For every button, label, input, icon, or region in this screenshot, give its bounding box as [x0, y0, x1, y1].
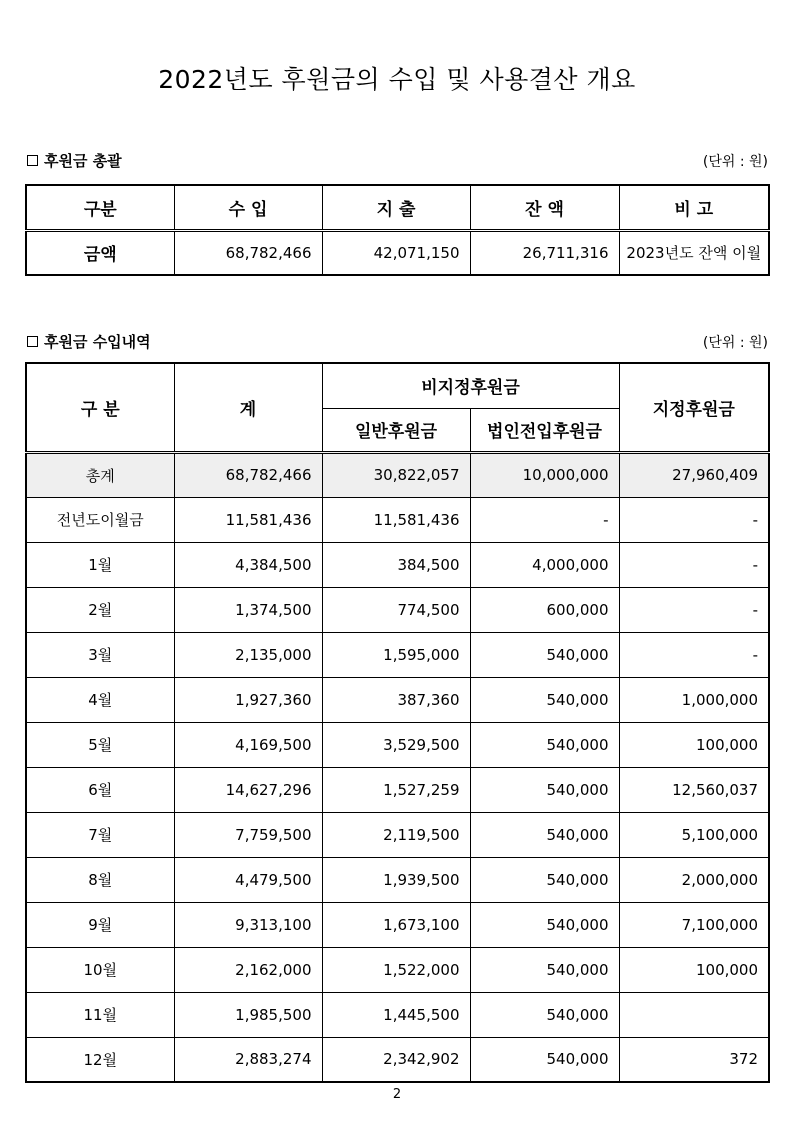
row-designated: 5,100,000	[619, 812, 769, 857]
row-total: 4,384,500	[174, 542, 322, 587]
row-label: 2월	[26, 587, 174, 632]
income-table-body	[26, 452, 769, 1082]
summary-note-value: 2023년도 잔액 이월	[619, 230, 769, 275]
row-label: 3월	[26, 632, 174, 677]
income-header-non-designated: 비지정후원금	[322, 363, 619, 408]
summary-balance-value: 26,711,316	[470, 230, 619, 275]
row-corporate: 4,000,000	[470, 542, 619, 587]
row-designated: 12,560,037	[619, 767, 769, 812]
table-row	[26, 677, 769, 722]
row-general: 387,360	[322, 677, 470, 722]
row-total: 4,169,500	[174, 722, 322, 767]
row-corporate: 540,000	[470, 947, 619, 992]
income-header-total: 계	[174, 363, 322, 452]
row-corporate: 600,000	[470, 587, 619, 632]
table-row	[26, 632, 769, 677]
page-number: 2	[392, 1087, 402, 1102]
checkbox-icon	[27, 155, 38, 166]
row-designated: 2,000,000	[619, 857, 769, 902]
document-title: 2022년도 후원금의 수입 및 사용결산 개요	[158, 65, 636, 94]
row-label: 11월	[26, 992, 174, 1037]
row-total: 7,759,500	[174, 812, 322, 857]
row-total: 2,162,000	[174, 947, 322, 992]
income-heading	[27, 331, 151, 352]
income-unit-label: (단위 : 원)	[702, 334, 768, 351]
row-label: 전년도이월금	[26, 497, 174, 542]
row-designated: 372	[619, 1037, 769, 1082]
row-corporate: 540,000	[470, 812, 619, 857]
income-header-designated: 지정후원금	[619, 363, 769, 452]
summary-header-category: 구분	[26, 185, 174, 230]
row-general: 384,500	[322, 542, 470, 587]
table-row	[26, 812, 769, 857]
summary-header-balance: 잔 액	[470, 185, 619, 230]
row-designated: 1,000,000	[619, 677, 769, 722]
row-label: 6월	[26, 767, 174, 812]
row-general: 1,527,259	[322, 767, 470, 812]
row-label: 9월	[26, 902, 174, 947]
row-corporate: 10,000,000	[470, 452, 619, 497]
summary-header-income: 수 입	[174, 185, 322, 230]
income-total-row	[26, 452, 769, 497]
row-corporate: 540,000	[470, 767, 619, 812]
row-designated: 27,960,409	[619, 452, 769, 497]
table-row	[26, 722, 769, 767]
table-row	[26, 587, 769, 632]
summary-row-label: 금액	[26, 230, 174, 275]
row-total: 1,927,360	[174, 677, 322, 722]
row-designated: 100,000	[619, 947, 769, 992]
income-header-general: 일반후원금	[322, 408, 470, 452]
row-label: 1월	[26, 542, 174, 587]
summary-table	[25, 184, 770, 276]
summary-heading-text: 후원금 총괄	[44, 152, 122, 170]
row-total: 1,374,500	[174, 587, 322, 632]
income-header-category: 구 분	[26, 363, 174, 452]
row-designated: 7,100,000	[619, 902, 769, 947]
row-label: 8월	[26, 857, 174, 902]
summary-header-expense: 지 출	[322, 185, 470, 230]
row-general: 11,581,436	[322, 497, 470, 542]
income-heading-text: 후원금 수입내역	[44, 333, 151, 351]
row-corporate: 540,000	[470, 722, 619, 767]
row-total: 2,883,274	[174, 1037, 322, 1082]
row-designated: -	[619, 542, 769, 587]
row-corporate: 540,000	[470, 632, 619, 677]
row-total: 11,581,436	[174, 497, 322, 542]
table-row	[26, 902, 769, 947]
row-label: 7월	[26, 812, 174, 857]
summary-expense-value: 42,071,150	[322, 230, 470, 275]
summary-header-row	[26, 185, 769, 230]
row-designated: -	[619, 497, 769, 542]
table-row	[26, 497, 769, 542]
income-table	[25, 362, 770, 1083]
row-corporate: 540,000	[470, 857, 619, 902]
summary-section-header	[27, 150, 768, 171]
summary-income-value: 68,782,466	[174, 230, 322, 275]
row-general: 30,822,057	[322, 452, 470, 497]
income-header-row-1	[26, 363, 769, 408]
row-general: 2,342,902	[322, 1037, 470, 1082]
row-general: 2,119,500	[322, 812, 470, 857]
row-label: 10월	[26, 947, 174, 992]
row-general: 1,445,500	[322, 992, 470, 1037]
row-general: 1,673,100	[322, 902, 470, 947]
row-designated	[619, 992, 769, 1037]
table-row	[26, 857, 769, 902]
row-label: 4월	[26, 677, 174, 722]
summary-amount-row	[26, 230, 769, 275]
table-row	[26, 1037, 769, 1082]
table-row	[26, 947, 769, 992]
row-total: 9,313,100	[174, 902, 322, 947]
row-designated: -	[619, 632, 769, 677]
table-row	[26, 767, 769, 812]
income-section-header	[27, 331, 768, 352]
checkbox-icon	[27, 336, 38, 347]
row-total: 14,627,296	[174, 767, 322, 812]
row-total: 2,135,000	[174, 632, 322, 677]
row-label: 총계	[26, 452, 174, 497]
row-designated: 100,000	[619, 722, 769, 767]
row-label: 12월	[26, 1037, 174, 1082]
row-general: 1,939,500	[322, 857, 470, 902]
row-total: 1,985,500	[174, 992, 322, 1037]
row-general: 1,595,000	[322, 632, 470, 677]
row-designated: -	[619, 587, 769, 632]
row-label: 5월	[26, 722, 174, 767]
row-corporate: -	[470, 497, 619, 542]
table-row	[26, 992, 769, 1037]
row-general: 774,500	[322, 587, 470, 632]
row-corporate: 540,000	[470, 1037, 619, 1082]
summary-heading	[27, 150, 122, 171]
row-general: 1,522,000	[322, 947, 470, 992]
row-general: 3,529,500	[322, 722, 470, 767]
income-header-corporate: 법인전입후원금	[470, 408, 619, 452]
summary-header-note: 비 고	[619, 185, 769, 230]
row-corporate: 540,000	[470, 677, 619, 722]
row-total: 4,479,500	[174, 857, 322, 902]
row-total: 68,782,466	[174, 452, 322, 497]
row-corporate: 540,000	[470, 902, 619, 947]
row-corporate: 540,000	[470, 992, 619, 1037]
table-row	[26, 542, 769, 587]
summary-unit-label: (단위 : 원)	[702, 153, 768, 170]
